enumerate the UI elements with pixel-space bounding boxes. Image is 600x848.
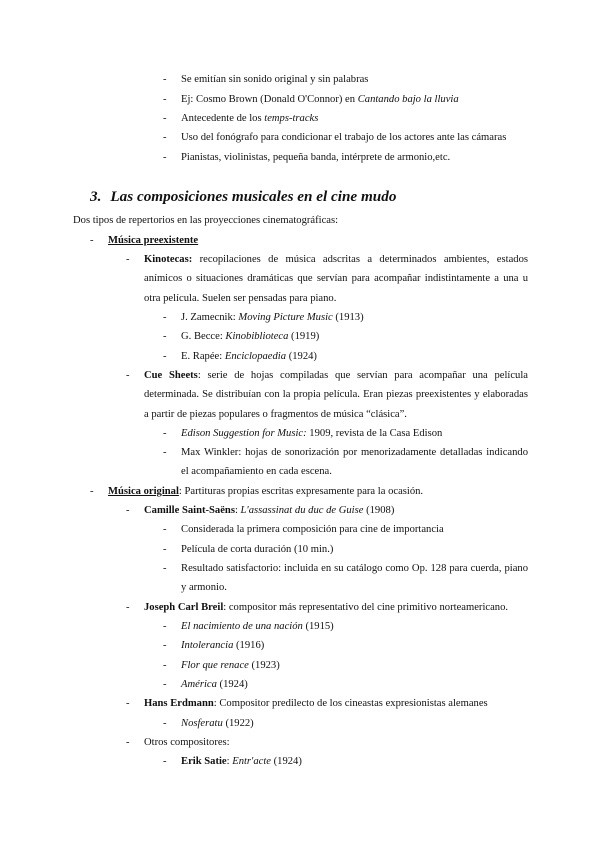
section-intro: Dos tipos de repertorios en las proyecciones cinematográficas: [73,215,339,226]
list-item: América (1924) [181,679,248,690]
composer-entry: Hans Erdmann: Compositor predilecto de los cineastas expresionistas alemanes [144,698,488,709]
list-dash: - [163,312,167,323]
list-item: Se emitían sin sonido original y sin palabras [181,74,369,85]
list-item: Max Winkler: hojas de sonorización por menorizadamente detalladas indicando el acompañamiento en cada escena. [181,447,528,478]
list-dash: - [163,331,167,342]
list-dash: - [163,447,167,458]
list-item: Flor que renace (1923) [181,660,280,671]
list-dash: - [163,660,167,671]
list-dash: - [163,563,167,574]
composer-name: Camille Saint-Saëns [144,505,235,516]
list-item: Intolerancia (1916) [181,640,265,651]
list-item: J. Zamecnik: Moving Picture Music (1913) [181,312,364,323]
list-item: Antecedente de los temps-tracks [181,113,319,124]
list-dash: - [163,428,167,439]
list-dash: - [126,370,130,381]
list-dash: - [163,351,167,362]
list-item: Uso del fonógrafo para condicionar el trabajo de los actores ante las cámaras [181,132,507,143]
list-dash: - [90,486,94,497]
list-item: Resultado satisfactorio: incluida en su catálogo como Op. 128 para cuerda, piano y armonio. [181,563,528,594]
list-dash: - [163,113,167,124]
list-item: Edison Suggestion for Music: 1909, revista de la Casa Edison [181,428,443,439]
composer-name: Joseph Carl Breil [144,602,224,613]
kinotecas-paragraph: Kinotecas: recopilaciones de música adscritas a determinados ambientes, estados anímicos o situaciones dramáticas que servían para acompañar indistintamente a una u otra película. Suelen ser pensadas para piano. [144,254,528,304]
list-dash: - [163,94,167,105]
list-dash: - [126,698,130,709]
list-dash: - [163,718,167,729]
composer-entry: Camille Saint-Saëns: L'assassinat du duc de Guise (1908) [144,505,395,516]
list-dash: - [163,152,167,163]
list-dash: - [163,756,167,767]
list-item: Pianistas, violinistas, pequeña banda, intérprete de armonio,etc. [181,152,451,163]
list-dash: - [90,235,94,246]
film-title: Cantando bajo la lluvia [357,94,459,105]
list-dash: - [163,679,167,690]
category-original: Música original: Partituras propias escritas expresamente para la ocasión. [108,486,424,497]
list-dash: - [126,505,130,516]
composer-name: Hans Erdmann [144,698,214,709]
term: temps-tracks [264,113,319,124]
section-title: Las composiciones musicales en el cine mudo [110,188,397,205]
section-heading [90,187,396,207]
list-dash: - [163,640,167,651]
section-number: 3. [90,188,102,205]
list-dash: - [163,74,167,85]
list-dash: - [163,621,167,632]
composer-name: Erik Satie [181,756,227,767]
composer-entry: Joseph Carl Breil: compositor más representativo del cine primitivo norteamericano. [144,602,509,613]
kinotecas-term: Kinotecas: [144,254,193,265]
list-dash: - [126,737,130,748]
list-item: G. Becce: Kinobiblioteca (1919) [181,331,320,342]
list-dash: - [163,524,167,535]
list-item: Considerada la primera composición para cine de importancia [181,524,444,535]
list-item: El nacimiento de una nación (1915) [181,621,334,632]
list-dash: - [126,254,130,265]
category-preexistente: Música preexistente [108,235,199,246]
cue-sheets-paragraph: Cue Sheets: serie de hojas compiladas que servían para acompañar una película determinada. Se distribuían con la propia película. Eran piezas preexistentes y elaboradas a partir de piezas populares o fragmentos de música “clásica”. [144,370,528,420]
list-dash: - [163,544,167,555]
list-item: Película de corta duración (10 min.) [181,544,334,555]
cue-sheets-term: Cue Sheets [144,370,198,381]
list-item: Ej: Cosmo Brown (Donald O'Connor) en Cantando bajo la lluvia [181,94,459,105]
list-item: Erik Satie: Entr'acte (1924) [181,756,302,767]
list-dash: - [126,602,130,613]
list-dash: - [163,132,167,143]
list-item: E. Rapée: Enciclopaedia (1924) [181,351,317,362]
other-composers-label: Otros compositores: [144,737,230,748]
list-item: Nosferatu (1922) [181,718,254,729]
